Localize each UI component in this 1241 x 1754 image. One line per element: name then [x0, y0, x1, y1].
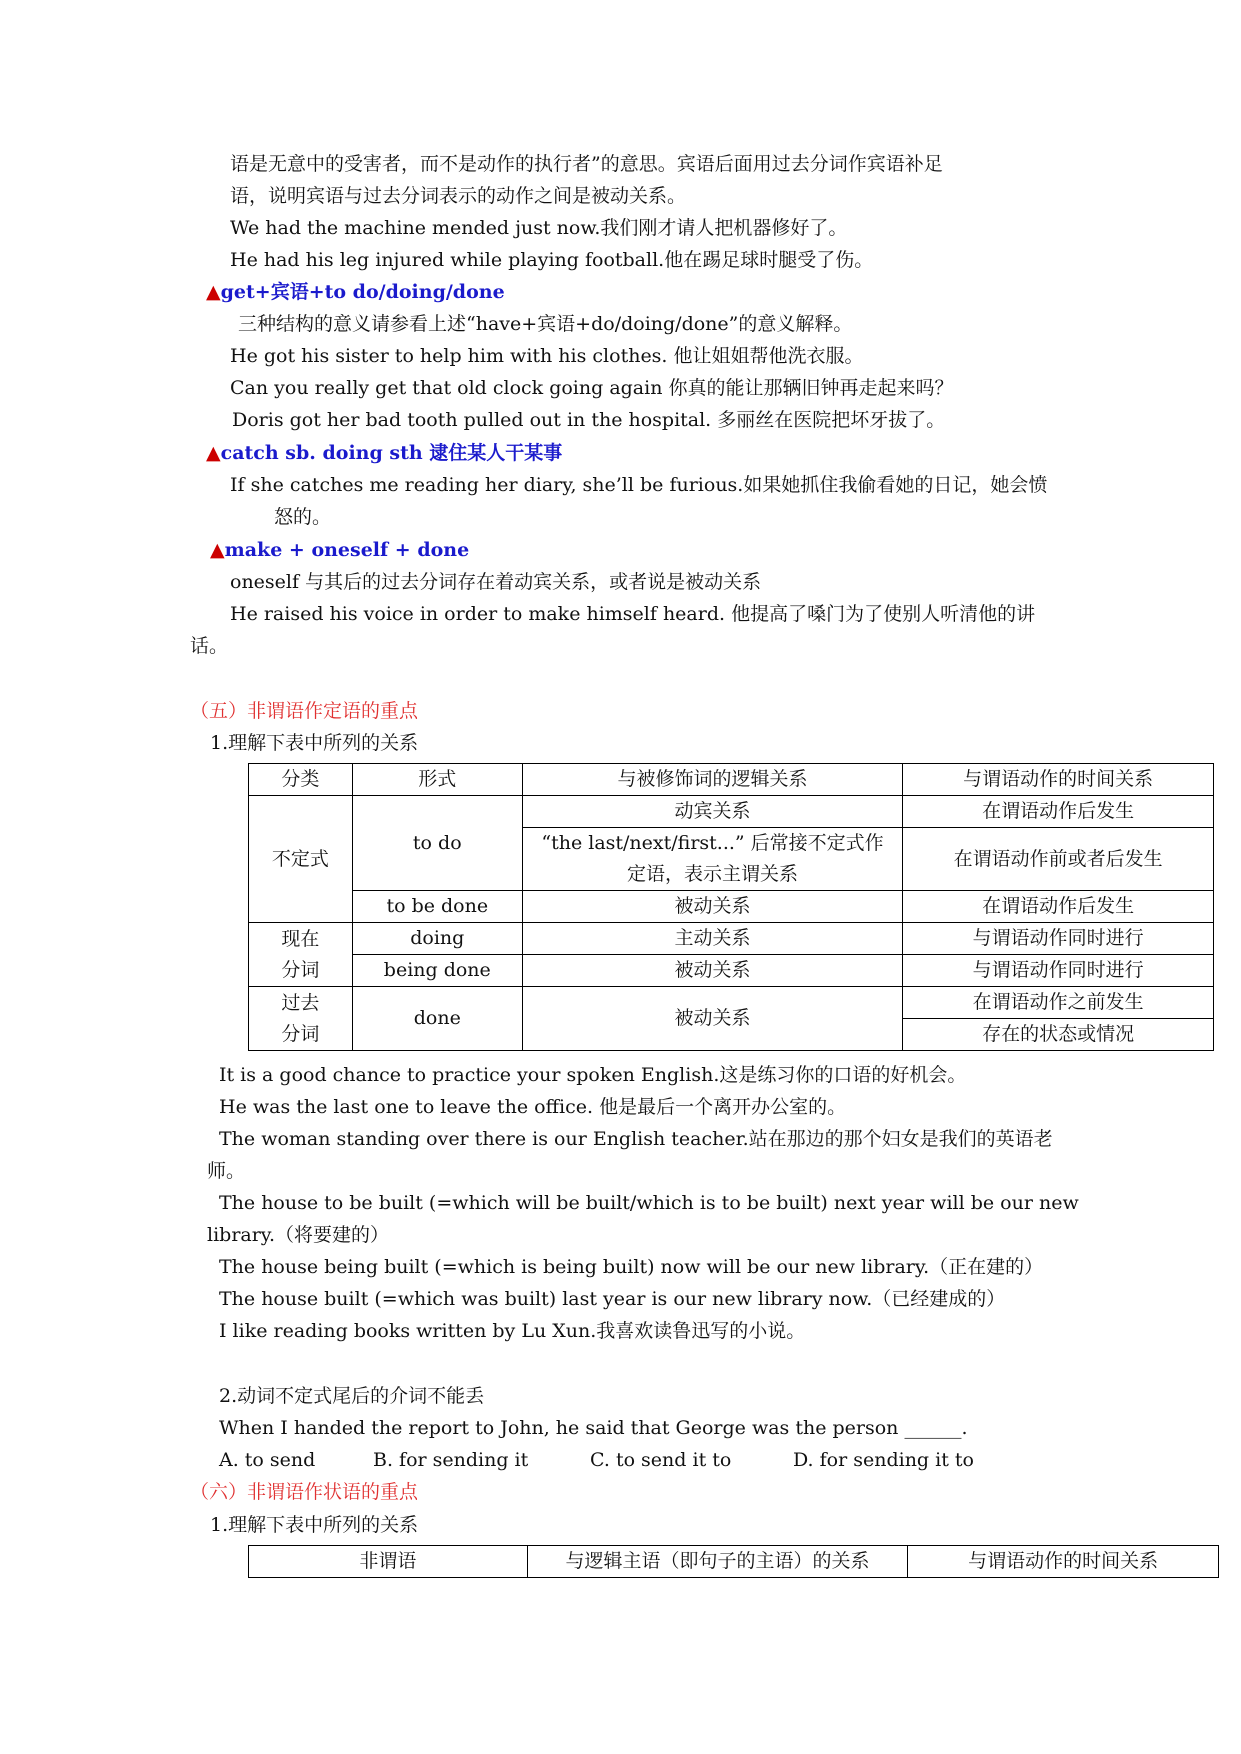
cell-time: 与谓语动作同时进行: [903, 923, 1214, 955]
example-house-future-cont: library.（将要建的）: [207, 1224, 390, 1246]
example-diary-cont: 怒的。: [274, 506, 332, 528]
cell-doing: doing: [352, 923, 522, 955]
example-chance: It is a good chance to practice your spoken English.这是练习你的口语的好机会。: [219, 1064, 967, 1086]
cell-time: 在谓语动作之前发生: [903, 987, 1214, 1019]
cell-infinitive: 不定式: [249, 796, 353, 923]
option-c: C. to send it to: [590, 1449, 732, 1471]
cell-time: 存在的状态或情况: [903, 1019, 1214, 1051]
header-logical-subject: 与逻辑主语（即句子的主语）的关系: [527, 1546, 908, 1578]
cell-time: 在谓语动作后发生: [903, 891, 1214, 923]
make-explanation: oneself 与其后的过去分词存在着动宾关系，或者说是被动关系: [230, 571, 762, 593]
intro-line-2: 语，说明宾语与过去分词表示的动作之间是被动关系。: [230, 185, 687, 207]
triangle-icon: ▲: [210, 539, 225, 561]
example-woman-cont: 师。: [207, 1160, 246, 1182]
cell-time: 与谓语动作同时进行: [903, 955, 1214, 987]
option-a: A. to send: [219, 1449, 316, 1471]
header-time: 与谓语动作的时间关系: [908, 1546, 1219, 1578]
example-voice: He raised his voice in order to make himself heard. 他提高了嗓门为了使别人听清他的讲: [230, 603, 1036, 625]
attribute-table: [248, 763, 1214, 1051]
section-6-sub-1: 1.理解下表中所列的关系: [210, 1514, 419, 1536]
cell-time: 在谓语动作前或者后发生: [903, 828, 1214, 891]
section-5-sub-1: 1.理解下表中所列的关系: [210, 732, 419, 754]
cell-done: done: [352, 987, 522, 1051]
question: When I handed the report to John, he said that George was the person ______.: [219, 1417, 968, 1439]
cell-past-participle: 过去 分词: [249, 987, 353, 1051]
cell-logic: “the last/next/first...” 后常接不定式作 定语，表示主谓关系: [522, 828, 903, 891]
option-d: D. for sending it to: [793, 1449, 974, 1471]
example-house-past: The house built (=which was built) last year is our new library now.（已经建成的）: [219, 1288, 1006, 1310]
cell-logic: 被动关系: [522, 987, 903, 1051]
adverbial-table: [248, 1545, 1219, 1578]
example-house-now: The house being built (=which is being built) now will be our new library.（正在建的）: [219, 1256, 1044, 1278]
header-non-predicate: 非谓语: [249, 1546, 528, 1578]
example-sister: He got his sister to help him with his clothes. 他让姐姐帮他洗衣服。: [230, 345, 864, 367]
example-diary: If she catches me reading her diary, she’ll be furious.如果她抓住我偷看她的日记，她会愤: [230, 474, 1048, 496]
cell-time: 在谓语动作后发生: [903, 796, 1214, 828]
cell-to-be-done: to be done: [352, 891, 522, 923]
example-last-one: He was the last one to leave the office. 他是最后一个离开办公室的。: [219, 1096, 847, 1118]
section-5-title: （五）非谓语作定语的重点: [190, 700, 419, 722]
cell-logic: 动宾关系: [522, 796, 903, 828]
example-lu-xun: I like reading books written by Lu Xun.我喜欢读鲁迅写的小说。: [219, 1320, 806, 1342]
example-doris: Doris got her bad tooth pulled out in the hospital. 多丽丝在医院把坏牙拔了。: [232, 409, 946, 431]
header-time: 与谓语动作的时间关系: [903, 764, 1214, 796]
header-logic: 与被修饰词的逻辑关系: [522, 764, 903, 796]
intro-line-1: 语是无意中的受害者，而不是动作的执行者”的意思。宾语后面用过去分词作宾语补足: [230, 153, 943, 175]
heading-catch: ▲catch sb. doing sth 逮住某人干某事: [206, 442, 563, 464]
example-woman: The woman standing over there is our English teacher.站在那边的那个妇女是我们的英语老: [219, 1128, 1053, 1150]
example-house-future: The house to be built (=which will be built/which is to be built) next year will be our new: [219, 1192, 1079, 1214]
triangle-icon: ▲: [206, 281, 221, 303]
heading-get: ▲get+宾语+to do/doing/done: [206, 281, 505, 303]
cell-logic: 主动关系: [522, 923, 903, 955]
cell-being-done: being done: [352, 955, 522, 987]
heading-make: ▲make + oneself + done: [210, 539, 470, 561]
header-form: 形式: [352, 764, 522, 796]
get-explanation: 三种结构的意义请参看上述“have+宾语+do/doing/done”的意义解释。: [238, 313, 853, 335]
example-leg: He had his leg injured while playing football.他在踢足球时腿受了伤。: [230, 249, 874, 271]
cell-present-participle: 现在 分词: [249, 923, 353, 987]
section-6-title: （六）非谓语作状语的重点: [190, 1481, 419, 1503]
cell-to-do: to do: [352, 796, 522, 891]
cell-logic: 被动关系: [522, 891, 903, 923]
cell-logic: 被动关系: [522, 955, 903, 987]
example-voice-cont: 话。: [190, 635, 229, 657]
triangle-icon: ▲: [206, 442, 221, 464]
example-clock: Can you really get that old clock going again 你真的能让那辆旧钟再走起来吗？: [230, 377, 954, 399]
section-5-sub-2: 2.动词不定式尾后的介词不能丢: [219, 1385, 485, 1407]
example-machine: We had the machine mended just now.我们刚才请人把机器修好了。: [230, 217, 848, 239]
option-b: B. for sending it: [373, 1449, 529, 1471]
header-category: 分类: [249, 764, 353, 796]
